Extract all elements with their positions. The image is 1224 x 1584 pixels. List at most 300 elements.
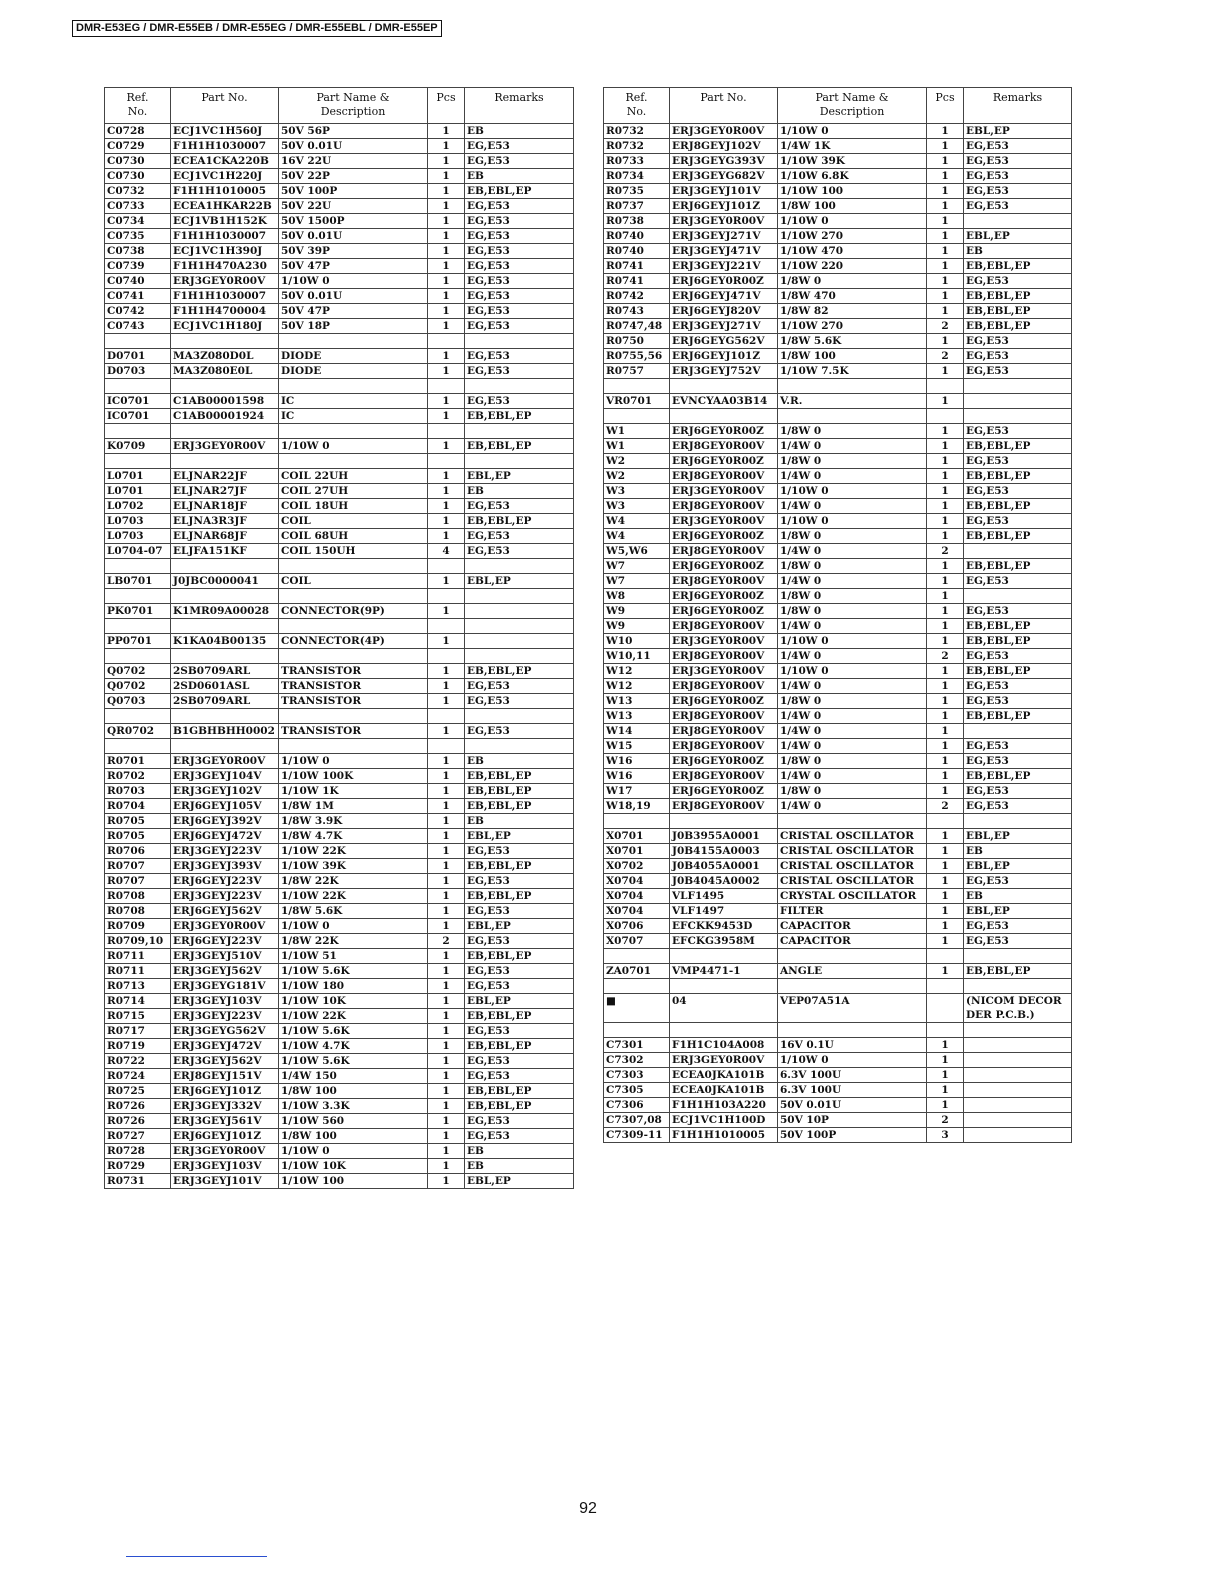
pcs-cell: 1 [927,184,964,199]
part-name-cell: ANGLE [778,964,927,979]
part-name-cell [279,559,428,574]
part-no-cell: MA3Z080E0L [171,364,279,379]
ref-cell: R0738 [604,214,670,229]
remarks-cell: EG,E53 [964,679,1072,694]
table-row [105,139,574,154]
remarks-cell: EG,E53 [964,334,1072,349]
pcs-cell: 1 [428,1084,465,1099]
table-row [604,679,1072,694]
ref-cell: Q0702 [105,664,171,679]
ref-cell: R0702 [105,769,171,784]
pcs-cell [927,814,964,829]
remarks-cell: EB [964,844,1072,859]
table-row [604,334,1072,349]
table-row [604,874,1072,889]
pcs-cell: 1 [428,289,465,304]
ref-cell: W12 [604,679,670,694]
part-no-cell: ERJ3GEYJ561V [171,1114,279,1129]
ref-cell [105,454,171,469]
table-header-row [105,88,574,124]
part-name-cell: CRYSTAL OSCILLATOR [778,889,927,904]
table-row [604,634,1072,649]
ref-cell [105,619,171,634]
ref-cell: W10 [604,634,670,649]
remarks-cell [964,724,1072,739]
part-no-cell: ERJ3GEYJ221V [670,259,778,274]
pcs-cell: 1 [428,484,465,499]
part-name-cell: VEP07A51A [778,994,927,1023]
ref-cell: R0717 [105,1024,171,1039]
part-name-cell: 1/4W 0 [778,709,927,724]
table-row [604,904,1072,919]
table-row [105,529,574,544]
part-no-cell: ERJ6GEYJ392V [171,814,279,829]
pcs-cell: 1 [927,214,964,229]
table-row [105,499,574,514]
remarks-cell [964,394,1072,409]
table-row [604,499,1072,514]
remarks-cell: EG,E53 [465,199,574,214]
part-name-cell: 1/4W 0 [778,799,927,814]
remarks-cell: EB,EBL,EP [465,1039,574,1054]
part-no-cell [171,739,279,754]
ref-cell: ■ [604,994,670,1023]
remarks-cell: EB,EBL,EP [964,319,1072,334]
part-no-cell: ELJNA3R3JF [171,514,279,529]
remarks-cell [964,1113,1072,1128]
remarks-cell: EG,E53 [964,514,1072,529]
table-row [105,904,574,919]
pcs-cell: 1 [927,229,964,244]
part-no-cell: ERJ6GEY0R00Z [670,424,778,439]
pcs-cell: 1 [927,364,964,379]
ref-cell: C0732 [105,184,171,199]
table-row [105,379,574,394]
col-remarks: Remarks [465,88,574,124]
pcs-cell: 1 [428,1099,465,1114]
part-no-cell: F1H1H1030007 [171,139,279,154]
part-name-cell: 1/4W 0 [778,619,927,634]
remarks-cell [964,1083,1072,1098]
part-name-cell: 1/10W 0 [279,1144,428,1159]
remarks-cell [465,604,574,619]
pcs-cell: 1 [927,739,964,754]
table-row [604,814,1072,829]
part-no-cell: EVNCYAA03B14 [670,394,778,409]
table-row [105,469,574,484]
part-name-cell: 50V 0.01U [279,139,428,154]
remarks-cell [964,214,1072,229]
part-no-cell: ELJNAR22JF [171,469,279,484]
pcs-cell [927,1023,964,1038]
pcs-cell: 1 [428,769,465,784]
part-no-cell: 04 [670,994,778,1023]
pcs-cell: 1 [428,1129,465,1144]
part-no-cell: ERJ3GEY0R00V [670,124,778,139]
remarks-cell: EG,E53 [964,694,1072,709]
ref-cell: R0715 [105,1009,171,1024]
remarks-cell: EG,E53 [964,574,1072,589]
part-name-cell: 6.3V 100U [778,1083,927,1098]
table-row [105,979,574,994]
remarks-cell: EG,E53 [465,499,574,514]
ref-cell: W9 [604,604,670,619]
table-row [604,244,1072,259]
part-no-cell [171,424,279,439]
ref-cell: PK0701 [105,604,171,619]
remarks-cell: EG,E53 [465,364,574,379]
part-name-cell: 1/10W 5.6K [279,1054,428,1069]
col-pcs: Pcs [927,88,964,124]
part-name-cell: 16V 0.1U [778,1038,927,1053]
part-name-cell: 1/10W 4.7K [279,1039,428,1054]
part-no-cell: ERJ3GEYG393V [670,154,778,169]
table-row [105,124,574,139]
part-name-cell [778,1023,927,1038]
part-name-cell: 1/8W 100 [778,349,927,364]
part-no-cell: F1H1H103A220 [670,1098,778,1113]
pcs-cell: 1 [428,694,465,709]
ref-cell: C7301 [604,1038,670,1053]
part-name-cell [279,619,428,634]
part-no-cell: ERJ6GEY0R00Z [670,754,778,769]
part-name-cell: 1/10W 22K [279,889,428,904]
table-row [604,319,1072,334]
table-row [105,934,574,949]
ref-cell: R0728 [105,1144,171,1159]
table-row [604,574,1072,589]
pcs-cell: 1 [927,484,964,499]
table-row [105,259,574,274]
part-no-cell: ERJ3GEY0R00V [171,754,279,769]
pcs-cell: 1 [927,679,964,694]
part-name-cell: 1/4W 1K [778,139,927,154]
remarks-cell: EG,E53 [465,934,574,949]
pcs-cell: 1 [428,394,465,409]
table-row [105,199,574,214]
ref-cell: C0728 [105,124,171,139]
part-name-cell: 1/10W 270 [778,229,927,244]
part-no-cell: ERJ3GEYJ393V [171,859,279,874]
ref-cell: C0743 [105,319,171,334]
remarks-cell: EB [465,484,574,499]
part-name-cell: 1/10W 1K [279,784,428,799]
table-row [604,949,1072,964]
ref-cell: R0704 [105,799,171,814]
remarks-cell: (NICOM DECORDER P.C.B.) [964,994,1072,1023]
remarks-cell: EG,E53 [964,934,1072,949]
ref-cell: R0741 [604,259,670,274]
part-name-cell: 50V 0.01U [778,1098,927,1113]
part-name-cell: 1/4W 0 [778,769,927,784]
parts-table-left-body [105,124,574,1189]
remarks-cell: EB [465,124,574,139]
part-no-cell: ERJ3GEY0R00V [670,1053,778,1068]
pcs-cell: 1 [428,214,465,229]
table-row [604,154,1072,169]
remarks-cell: EB [465,814,574,829]
pcs-cell [428,559,465,574]
pcs-cell: 1 [927,499,964,514]
part-no-cell: F1H1H1010005 [670,1128,778,1143]
remarks-cell: EG,E53 [964,364,1072,379]
remarks-cell: EG,E53 [465,904,574,919]
pcs-cell: 1 [927,334,964,349]
ref-cell: R0707 [105,859,171,874]
remarks-cell [964,379,1072,394]
ref-cell: L0703 [105,529,171,544]
part-name-cell: 1/10W 0 [279,754,428,769]
ref-cell [105,739,171,754]
part-name-cell: DIODE [279,364,428,379]
part-name-cell: 50V 47P [279,304,428,319]
remarks-cell: EG,E53 [964,874,1072,889]
pcs-cell: 1 [428,919,465,934]
remarks-cell: EBL,EP [964,229,1072,244]
ref-cell [105,709,171,724]
ref-cell: R0706 [105,844,171,859]
remarks-cell: EG,E53 [465,214,574,229]
pcs-cell: 1 [927,844,964,859]
ref-cell: R0740 [604,229,670,244]
pcs-cell [428,334,465,349]
part-name-cell: 1/8W 100 [279,1084,428,1099]
pcs-cell: 1 [428,274,465,289]
ref-cell: PP0701 [105,634,171,649]
part-no-cell: ECJ1VC1H100D [670,1113,778,1128]
table-row [604,994,1072,1023]
part-name-cell: 1/8W 0 [778,274,927,289]
remarks-cell: EB,EBL,EP [964,964,1072,979]
part-no-cell [171,649,279,664]
part-name-cell: IC [279,394,428,409]
part-no-cell: ECEA0JKA101B [670,1083,778,1098]
table-row [604,604,1072,619]
pcs-cell: 1 [927,244,964,259]
table-row [604,754,1072,769]
ref-cell: R0737 [604,199,670,214]
pcs-cell: 1 [927,124,964,139]
pcs-cell: 1 [927,1053,964,1068]
part-no-cell: EFCKK9453D [670,919,778,934]
pcs-cell [428,739,465,754]
remarks-cell: EB [964,889,1072,904]
part-name-cell: 1/10W 22K [279,844,428,859]
part-no-cell: ERJ3GEYJ223V [171,889,279,904]
remarks-cell: EG,E53 [964,484,1072,499]
ref-cell: W12 [604,664,670,679]
ref-cell: R0709,10 [105,934,171,949]
remarks-cell: EG,E53 [964,169,1072,184]
part-no-cell: ERJ6GEYJ472V [171,829,279,844]
part-no-cell: 2SB0709ARL [171,664,279,679]
ref-cell: W8 [604,589,670,604]
ref-cell: W13 [604,694,670,709]
remarks-cell: EG,E53 [465,529,574,544]
ref-cell: C7306 [604,1098,670,1113]
ref-cell: R0734 [604,169,670,184]
table-row [604,1053,1072,1068]
table-row [604,934,1072,949]
ref-cell: R0733 [604,154,670,169]
part-name-cell: 50V 0.01U [279,229,428,244]
part-no-cell: ERJ6GEY0R00Z [670,694,778,709]
part-name-cell: 50V 47P [279,259,428,274]
part-no-cell: ERJ3GEYJ562V [171,964,279,979]
ref-cell: R0731 [105,1174,171,1189]
remarks-cell: EB,EBL,EP [465,889,574,904]
part-no-cell: ERJ3GEYJ223V [171,844,279,859]
table-row [105,664,574,679]
remarks-cell: EG,E53 [465,244,574,259]
part-no-cell: F1H1C104A008 [670,1038,778,1053]
part-name-cell: 1/10W 180 [279,979,428,994]
remarks-cell: EBL,EP [465,994,574,1009]
table-row [105,454,574,469]
part-name-cell: CONNECTOR(4P) [279,634,428,649]
pcs-cell: 2 [428,934,465,949]
part-name-cell: 1/10W 0 [778,664,927,679]
table-row [105,394,574,409]
pcs-cell: 1 [428,319,465,334]
table-row [105,244,574,259]
table-row [105,439,574,454]
table-row [105,859,574,874]
pcs-cell: 1 [428,514,465,529]
part-no-cell: F1H1H1030007 [171,229,279,244]
part-no-cell: ERJ3GEYJ472V [171,1039,279,1054]
table-row [604,769,1072,784]
remarks-cell: EG,E53 [465,1129,574,1144]
part-name-cell: COIL 150UH [279,544,428,559]
part-name-cell [279,334,428,349]
pcs-cell: 1 [927,154,964,169]
part-name-cell [279,454,428,469]
remarks-cell: EG,E53 [465,979,574,994]
pcs-cell: 1 [927,769,964,784]
table-row [604,589,1072,604]
part-name-cell: 1/10W 470 [778,244,927,259]
ref-cell: L0702 [105,499,171,514]
pcs-cell: 1 [428,724,465,739]
remarks-cell: EG,E53 [964,754,1072,769]
table-row [105,1174,574,1189]
part-no-cell: ERJ3GEYJ332V [171,1099,279,1114]
part-no-cell: ERJ6GEYJ101Z [171,1084,279,1099]
pcs-cell: 1 [428,994,465,1009]
part-no-cell: ERJ6GEYJ223V [171,934,279,949]
ref-cell: L0703 [105,514,171,529]
part-name-cell: COIL [279,574,428,589]
table-row [604,349,1072,364]
part-no-cell: J0B4155A0003 [670,844,778,859]
remarks-cell: EG,E53 [964,784,1072,799]
pcs-cell: 1 [428,409,465,424]
ref-cell: C7302 [604,1053,670,1068]
remarks-cell: EB,EBL,EP [964,469,1072,484]
ref-cell: X0704 [604,904,670,919]
part-no-cell: ELJNAR18JF [171,499,279,514]
part-name-cell: 1/10W 560 [279,1114,428,1129]
ref-cell: C0733 [105,199,171,214]
remarks-cell: EG,E53 [465,679,574,694]
ref-cell: IC0701 [105,394,171,409]
part-no-cell: ERJ3GEY0R00V [670,484,778,499]
table-row [105,1039,574,1054]
remarks-cell [964,979,1072,994]
pcs-cell: 1 [927,604,964,619]
pcs-cell [428,649,465,664]
table-row [604,1023,1072,1038]
part-no-cell: ERJ3GEYG562V [171,1024,279,1039]
part-name-cell: FILTER [778,904,927,919]
parts-table-right [603,87,1072,1143]
pcs-cell: 1 [927,784,964,799]
pcs-cell: 1 [428,979,465,994]
table-row [105,889,574,904]
table-row [604,1038,1072,1053]
pcs-cell [428,619,465,634]
part-name-cell: COIL 68UH [279,529,428,544]
table-row [105,829,574,844]
part-name-cell: 50V 56P [279,124,428,139]
ref-cell: R0722 [105,1054,171,1069]
pcs-cell: 1 [927,619,964,634]
part-no-cell: F1H1H470A230 [171,259,279,274]
part-name-cell: 16V 22U [279,154,428,169]
part-no-cell: K1KA04B00135 [171,634,279,649]
part-no-cell [171,619,279,634]
pcs-cell: 1 [927,304,964,319]
pcs-cell: 1 [927,829,964,844]
ref-cell: ZA0701 [604,964,670,979]
table-row [105,919,574,934]
part-name-cell: 1/8W 0 [778,424,927,439]
remarks-cell: EBL,EP [465,574,574,589]
remarks-cell [465,619,574,634]
part-name-cell: 1/10W 100 [279,1174,428,1189]
table-row [105,784,574,799]
remarks-cell [465,649,574,664]
ref-cell: W9 [604,619,670,634]
ref-cell: K0709 [105,439,171,454]
remarks-cell [465,634,574,649]
pcs-cell: 1 [428,124,465,139]
part-no-cell: ERJ8GEY0R00V [670,649,778,664]
table-row [105,604,574,619]
table-row [105,724,574,739]
part-name-cell [279,709,428,724]
table-row [604,229,1072,244]
table-row [604,199,1072,214]
part-name-cell: 50V 0.01U [279,289,428,304]
pcs-cell: 1 [428,184,465,199]
part-no-cell: MA3Z080D0L [171,349,279,364]
part-name-cell: CRISTAL OSCILLATOR [778,844,927,859]
remarks-cell: EG,E53 [465,544,574,559]
pcs-cell: 1 [428,259,465,274]
remarks-cell: EB,EBL,EP [964,499,1072,514]
remarks-cell [964,1098,1072,1113]
remarks-cell: EB,EBL,EP [465,1009,574,1024]
pcs-cell: 2 [927,319,964,334]
remarks-cell: EG,E53 [964,274,1072,289]
ref-cell [604,949,670,964]
pcs-cell [428,589,465,604]
ref-cell: C7307,08 [604,1113,670,1128]
part-no-cell: ERJ3GEYJ103V [171,994,279,1009]
part-name-cell: 1/10W 0 [778,124,927,139]
